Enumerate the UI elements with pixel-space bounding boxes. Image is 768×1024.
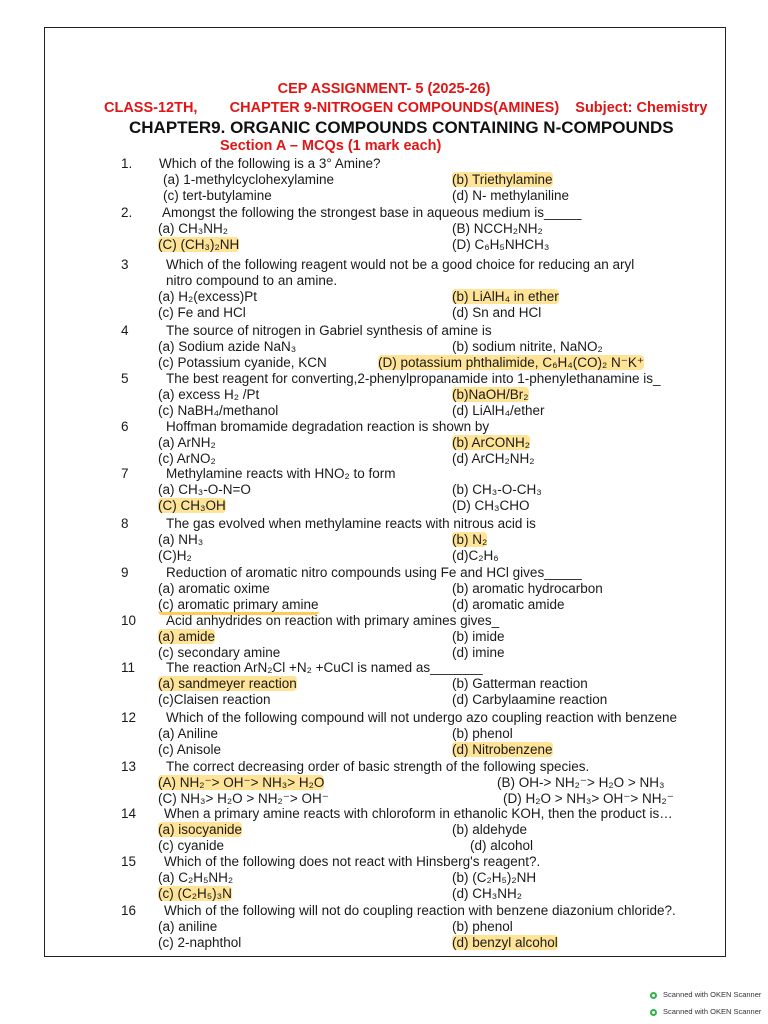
option-a-text: (a) Aniline bbox=[158, 726, 219, 741]
assignment-title: CEP ASSIGNMENT- 5 (2025-26) bbox=[277, 81, 491, 97]
highlighted-answer: (D) potassium phthalimide, C₆H₄(CO)₂ N⁻K⁺ bbox=[378, 355, 645, 370]
question-number: 13 bbox=[121, 759, 137, 774]
question-text: Which of the following reagent would not be a good choice for reducing an aryl nitro compound to an amine. bbox=[166, 257, 635, 288]
option-a-text: (a) aromatic oxime bbox=[158, 581, 270, 596]
option-d bbox=[503, 791, 674, 807]
option-c bbox=[158, 548, 192, 564]
question-text: Hoffman bromamide degradation reaction is shown by bbox=[166, 419, 490, 434]
option-b-text: (b) sodium nitrite, NaNO₂ bbox=[452, 339, 603, 354]
option-d-text: (D) CH₃CHO bbox=[452, 498, 530, 513]
option-a bbox=[158, 629, 215, 645]
question-number: 14 bbox=[121, 806, 137, 821]
question-text: Methylamine reacts with HNO₂ to form bbox=[166, 466, 396, 481]
option-d-text: (d) alcohol bbox=[470, 838, 534, 853]
option-a-text: (a) CH₃NH₂ bbox=[158, 221, 228, 236]
option-c-text: (c) Fe and HCl bbox=[158, 305, 246, 320]
option-d bbox=[452, 498, 530, 514]
option-c-text: (C) NH₃> H₂O > NH₂⁻> OH⁻ bbox=[158, 791, 329, 806]
option-a-text: (a) 1-methylcyclohexylamine bbox=[163, 172, 335, 187]
option-b bbox=[452, 435, 530, 451]
option-a bbox=[158, 387, 259, 403]
question-number: 7 bbox=[121, 466, 129, 481]
option-a-text: (a) CH₃-O-N=O bbox=[158, 482, 251, 497]
question-text: The reaction ArN₂Cl +N₂ +CuCl is named as_______ bbox=[166, 660, 483, 675]
option-a bbox=[158, 726, 218, 742]
option-a-text: (a) excess H₂ /Pt bbox=[158, 387, 260, 402]
class-line: CLASS-12TH, CHAPTER 9-NITROGEN COMPOUNDS(AMINES) Subject: Chemistry bbox=[104, 100, 708, 116]
option-c-text: (c)Claisen reaction bbox=[158, 692, 271, 707]
question-number: 11 bbox=[121, 660, 136, 675]
option-b-text: (b) CH₃-O-CH₃ bbox=[452, 482, 542, 497]
option-b bbox=[497, 775, 665, 791]
option-c bbox=[158, 935, 241, 951]
highlighted-answer: (A) NH₂⁻> OH⁻> NH₃> H₂O bbox=[158, 775, 325, 790]
option-c bbox=[158, 237, 239, 253]
question-number: 5 bbox=[121, 371, 129, 386]
question-text: Which of the following will not do coupling reaction with benzene diazonium chloride?. bbox=[164, 903, 676, 918]
option-d bbox=[452, 188, 569, 204]
option-b bbox=[452, 172, 553, 188]
option-b-text: (B) OH-> NH₂⁻> H₂O > NH₃ bbox=[497, 775, 665, 790]
question-text: When a primary amine reacts with chloroform in ethanolic KOH, then the product is… bbox=[164, 806, 673, 821]
option-c bbox=[158, 742, 221, 758]
option-d-text: (d) CH₃NH₂ bbox=[452, 886, 522, 901]
highlighted-answer: (b) ArCONH₂ bbox=[452, 435, 530, 450]
highlighted-answer: (d) Nitrobenzene bbox=[452, 742, 553, 757]
question-number: 9 bbox=[121, 565, 129, 580]
option-b-text: (b) (C₂H₅)₂NH bbox=[452, 870, 537, 885]
option-a-text: (a) H₂(excess)Pt bbox=[158, 289, 258, 304]
question-number: 12 bbox=[121, 710, 137, 725]
question-text: The source of nitrogen in Gabriel synthesis of amine is bbox=[166, 323, 492, 338]
question-number: 6 bbox=[121, 419, 129, 434]
option-a-text: (a) Sodium azide NaN₃ bbox=[158, 339, 297, 354]
option-c bbox=[158, 838, 224, 854]
option-c-text: (C)H₂ bbox=[158, 548, 192, 563]
highlighted-answer: (a) sandmeyer reaction bbox=[158, 676, 297, 691]
highlighted-answer: (a) isocyanide bbox=[158, 822, 243, 837]
option-d bbox=[452, 403, 545, 419]
scanner-logo-icon bbox=[650, 992, 657, 999]
option-b-text: (B) NCCH₂NH₂ bbox=[452, 221, 543, 236]
option-a-text: (a) ArNH₂ bbox=[158, 435, 216, 450]
chapter-title: CHAPTER9. ORGANIC COMPOUNDS CONTAINING N-COMPOUNDS bbox=[129, 118, 674, 137]
option-d bbox=[378, 355, 644, 371]
option-a bbox=[158, 676, 297, 692]
option-d bbox=[452, 742, 553, 758]
option-a bbox=[158, 289, 257, 305]
option-d-text: (D) H₂O > NH₃> OH⁻> NH₂⁻ bbox=[503, 791, 674, 806]
option-d-text: (d) N- methylaniline bbox=[452, 188, 570, 203]
question-number: 2. bbox=[121, 205, 133, 220]
question-text: The correct decreasing order of basic strength of the following species. bbox=[166, 759, 590, 774]
option-d bbox=[452, 305, 541, 321]
option-c-text: (c) NaBH₄/methanol bbox=[158, 403, 279, 418]
option-a bbox=[158, 339, 296, 355]
option-a-text: (a) C₂H₅NH₂ bbox=[158, 870, 234, 885]
option-b-text: (b) phenol bbox=[452, 726, 513, 741]
option-d bbox=[452, 451, 534, 467]
option-b bbox=[452, 482, 542, 498]
question-number: 15 bbox=[121, 854, 137, 869]
option-c-text: (c) secondary amine bbox=[158, 645, 281, 660]
option-c bbox=[158, 305, 246, 321]
option-b-text: (b) aldehyde bbox=[452, 822, 528, 837]
option-b bbox=[452, 676, 588, 692]
option-b bbox=[452, 387, 529, 403]
option-c-text: (c) tert-butylamine bbox=[163, 188, 272, 203]
option-b-text: (b) Gatterman reaction bbox=[452, 676, 588, 691]
option-c bbox=[158, 403, 278, 419]
scanner-watermark: Scanned with OKEN Scanner bbox=[650, 990, 761, 999]
option-a bbox=[158, 581, 270, 597]
option-d-text: (d) aromatic amide bbox=[452, 597, 565, 612]
section-title: Section A – MCQs (1 mark each) bbox=[220, 138, 442, 154]
highlighted-answer: (b) Triethylamine bbox=[452, 172, 553, 187]
option-a bbox=[158, 435, 216, 451]
option-d bbox=[452, 692, 607, 708]
option-d bbox=[452, 237, 549, 253]
option-c bbox=[163, 188, 272, 204]
option-c-text: (c) Anisole bbox=[158, 742, 222, 757]
question-text: Reduction of aromatic nitro compounds using Fe and HCl gives_____ bbox=[166, 565, 582, 580]
option-d-text: (d)C₂H₆ bbox=[452, 548, 499, 563]
option-a-text: (a) aniline bbox=[158, 919, 218, 934]
question-text: Which of the following compound will not undergo azo coupling reaction with benzene bbox=[166, 710, 678, 725]
question-number: 4 bbox=[121, 323, 129, 338]
option-b-text: (b) phenol bbox=[452, 919, 513, 934]
option-a bbox=[158, 775, 324, 791]
option-b bbox=[452, 919, 513, 935]
question-text: Which of the following is a 3° Amine? bbox=[159, 156, 381, 171]
option-b bbox=[452, 870, 536, 886]
option-d bbox=[452, 886, 522, 902]
highlighted-answer: (a) amide bbox=[158, 629, 216, 644]
option-b bbox=[452, 581, 603, 597]
highlighted-answer: (b) LiAlH₄ in ether bbox=[452, 289, 559, 304]
option-d-text: (d) LiAlH₄/ether bbox=[452, 403, 545, 418]
option-a bbox=[158, 221, 228, 237]
highlighted-answer: (b)NaOH/Br₂ bbox=[452, 387, 529, 402]
option-b-text: (b) imide bbox=[452, 629, 505, 644]
option-d bbox=[452, 935, 558, 951]
option-b bbox=[452, 726, 513, 742]
option-d-text: (d) ArCH₂NH₂ bbox=[452, 451, 535, 466]
question-number: 16 bbox=[121, 903, 137, 918]
option-c bbox=[158, 692, 271, 708]
highlighted-answer: (c) (C₂H₅)₃N bbox=[158, 886, 232, 901]
question-number: 3 bbox=[121, 257, 129, 272]
highlighted-answer: (d) benzyl alcohol bbox=[452, 935, 558, 950]
option-c bbox=[158, 791, 329, 807]
highlighted-answer: (c) aromatic primary amine bbox=[158, 597, 319, 615]
option-b bbox=[452, 822, 527, 838]
option-b bbox=[452, 629, 505, 645]
question-number: 10 bbox=[121, 613, 137, 628]
option-d bbox=[452, 645, 505, 661]
option-a bbox=[158, 532, 203, 548]
option-d-text: (D) C₆H₅NHCH₃ bbox=[452, 237, 550, 252]
option-d bbox=[452, 597, 565, 613]
option-c bbox=[158, 451, 216, 467]
option-a bbox=[158, 919, 217, 935]
question-text: Amongst the following the strongest base in aqueous medium is_____ bbox=[162, 205, 582, 220]
option-d bbox=[470, 838, 533, 854]
option-c-text: (c) ArNO₂ bbox=[158, 451, 216, 466]
option-a bbox=[158, 822, 242, 838]
option-a bbox=[163, 172, 334, 188]
option-c bbox=[158, 886, 232, 902]
option-c bbox=[158, 498, 226, 514]
question-text: The best reagent for converting,2-phenylpropanamide into 1-phenylethanamine is_ bbox=[166, 371, 661, 386]
option-c-text: (c) cyanide bbox=[158, 838, 225, 853]
option-c bbox=[158, 355, 327, 371]
option-d-text: (d) Sn and HCl bbox=[452, 305, 542, 320]
option-b bbox=[452, 532, 487, 548]
option-b bbox=[452, 339, 603, 355]
option-c bbox=[158, 597, 319, 613]
question-text: The gas evolved when methylamine reacts with nitrous acid is bbox=[166, 516, 536, 531]
option-b bbox=[452, 221, 543, 237]
question-text: Which of the following does not react with Hinsberg's reagent?. bbox=[164, 854, 541, 869]
option-c-text: (c) 2-naphthol bbox=[158, 935, 242, 950]
option-c-text: (c) Potassium cyanide, KCN bbox=[158, 355, 327, 370]
option-d-text: (d) imine bbox=[452, 645, 505, 660]
option-a-text: (a) NH₃ bbox=[158, 532, 204, 547]
highlighted-answer: (C) CH₃OH bbox=[158, 498, 226, 513]
option-d-text: (d) Carbylaamine reaction bbox=[452, 692, 608, 707]
option-c bbox=[158, 645, 280, 661]
highlighted-answer: (b) N₂ bbox=[452, 532, 488, 547]
question-number: 8 bbox=[121, 516, 129, 531]
option-d bbox=[452, 548, 499, 564]
scanner-logo-icon bbox=[650, 1009, 657, 1016]
option-b bbox=[452, 289, 559, 305]
highlighted-answer: (C) (CH₃)₂NH bbox=[158, 237, 240, 252]
scanner-watermark: Scanned with OKEN Scanner bbox=[650, 1007, 761, 1016]
question-text: Acid anhydrides on reaction with primary amines gives_ bbox=[166, 613, 500, 628]
option-a bbox=[158, 482, 251, 498]
option-b-text: (b) aromatic hydrocarbon bbox=[452, 581, 603, 596]
option-a bbox=[158, 870, 233, 886]
question-number: 1. bbox=[121, 156, 133, 171]
